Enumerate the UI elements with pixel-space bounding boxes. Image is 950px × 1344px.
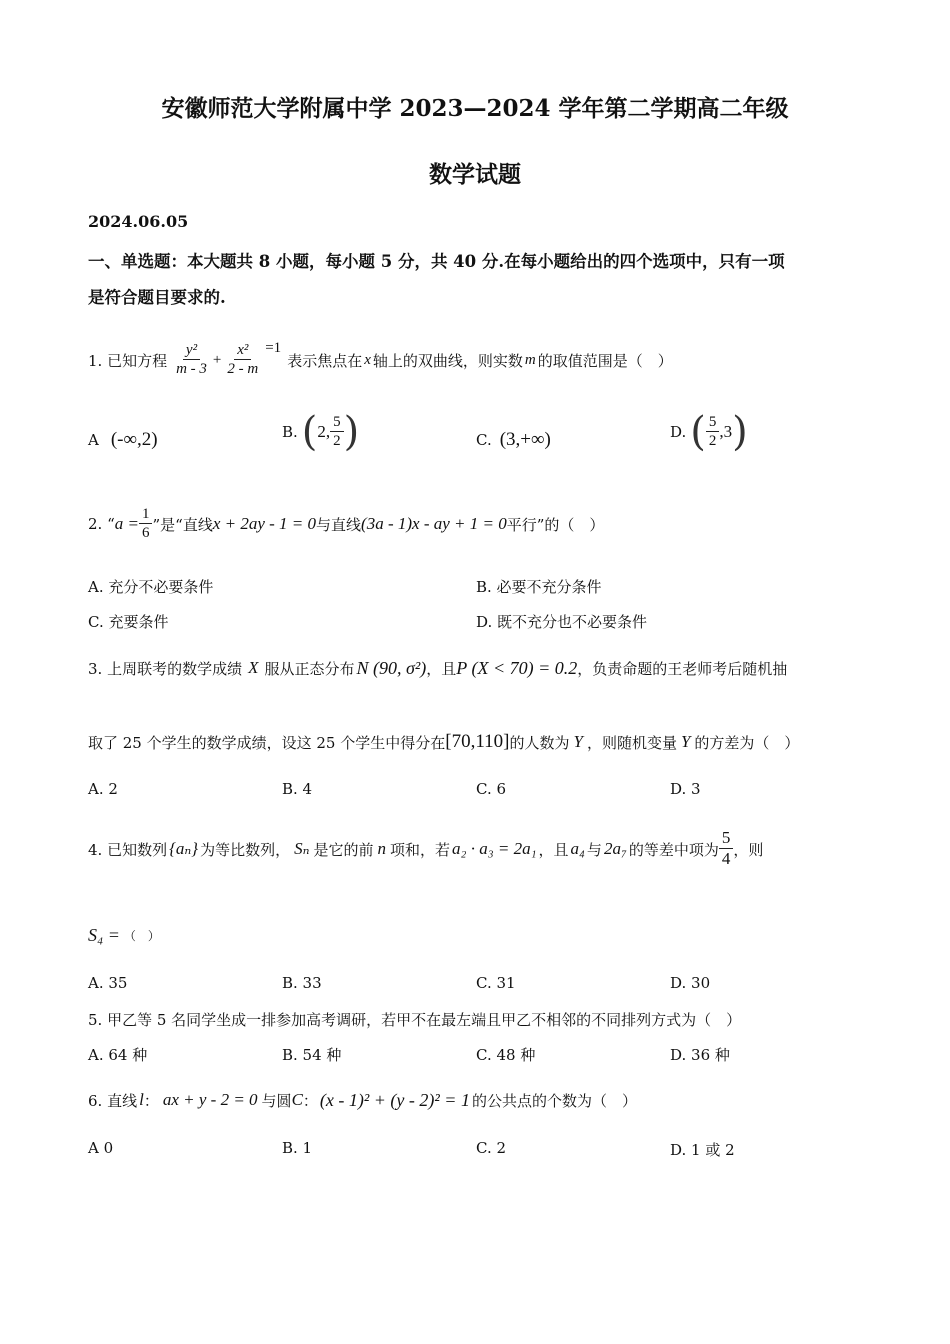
q6-option-c: C. 2 <box>476 1139 507 1157</box>
q3-option-b: B. 4 <box>282 780 313 798</box>
q2-frac-num: 1 <box>139 506 153 524</box>
q1-option-d-fraction <box>706 414 720 450</box>
exam-date: 2024.06.05 <box>88 212 189 231</box>
q1-mid: 表示焦点在 <box>287 351 363 370</box>
q1-fraction-2 <box>224 342 261 378</box>
section-heading-line2: 是符合题目要求的. <box>88 288 226 307</box>
q1-plus: + <box>212 351 222 368</box>
q6-option-a: A 0 <box>88 1139 114 1157</box>
q2-frac-den: 6 <box>141 524 150 541</box>
q3-line2-mid: 的人数为 <box>509 733 570 752</box>
section-heading-line1: 一、单选题：本大题共 8 小题，每小题 5 分，共 40 分.在每小题给出的四个选项中，只有一项 <box>88 252 785 271</box>
question-1 <box>88 330 673 390</box>
q1-option-a-value: (-∞,2) <box>110 429 158 450</box>
q1-option-d-lparen: ( <box>690 409 706 455</box>
q1-option-b <box>282 404 359 460</box>
q3-prob: P (X < 70) = 0.2 <box>456 657 578 678</box>
q5-option-a: A. 64 种 <box>88 1046 148 1064</box>
q4-seq: {aₙ} <box>169 839 199 858</box>
q2-mid2: 与直线 <box>316 515 362 534</box>
q4-option-c: C. 31 <box>476 974 516 992</box>
q4-suffix: ，则 <box>733 840 764 859</box>
q3-dist: N (90, σ²) <box>356 657 427 678</box>
q1-option-a-label: A <box>88 431 99 449</box>
q4-s4: S₄ = <box>88 924 120 945</box>
q1-option-d-label: D. <box>670 423 687 441</box>
q3-line1-prefix: 3. 上周联考的数学成绩 <box>88 659 243 678</box>
q3-line1-mid2: ，且 <box>426 659 457 678</box>
question-5: 5. 甲乙等 5 名同学坐成一排参加高考调研，若甲不在最左端且甲乙不相邻的不同排列方式为（ ） <box>88 1011 742 1029</box>
q3-var-y2: Y <box>680 732 691 751</box>
q4-mid2: 是它的前 <box>313 840 374 859</box>
q4-mid6: 的等差中项为 <box>628 840 719 859</box>
q4-sn: Sₙ <box>294 839 310 858</box>
q1-option-b-fraction <box>330 414 344 450</box>
q4-cond1: a₂ · a₃ = 2a₁ <box>452 839 537 858</box>
q5-option-c: C. 48 种 <box>476 1046 536 1064</box>
q4-mid5: 与 <box>586 840 602 859</box>
question-2 <box>88 496 604 552</box>
q4-fraction <box>719 829 734 869</box>
q2-option-b: B. 必要不充分条件 <box>476 578 602 596</box>
q6-mid: 与圆 <box>261 1091 292 1110</box>
question-4-line-1 <box>88 822 763 876</box>
q1-var-x: x <box>364 351 371 368</box>
q4-frac-num: 5 <box>719 829 734 849</box>
q5-option-d: D. 36 种 <box>670 1046 730 1064</box>
q3-line2-mid2: ，则随机变量 <box>586 733 677 752</box>
q4-n: n <box>377 839 387 858</box>
q1-option-d-den: 2 <box>708 432 717 449</box>
question-4-line-2 <box>88 920 160 950</box>
q6-option-d: D. 1 或 2 <box>670 1141 735 1159</box>
q1-option-b-lparen: ( <box>301 409 318 455</box>
q2-fraction <box>139 506 153 542</box>
q1-option-c-value: (3,+∞) <box>499 429 551 450</box>
q4-mid4: ，且 <box>538 840 569 859</box>
q4-frac-den: 4 <box>721 848 731 868</box>
q1-option-b-rparen: ) <box>343 409 360 455</box>
q3-line2-suffix: 的方差为（ ） <box>694 733 800 752</box>
q1-fraction-1 <box>173 342 210 378</box>
q1-den1: m - 3 <box>176 360 207 377</box>
q2-line2: (3a - 1)x - ay + 1 = 0 <box>361 514 507 533</box>
q1-option-d <box>670 404 748 460</box>
q4-a7: 2a₇ <box>603 839 627 858</box>
q4-mid1: 为等比数列， <box>200 840 291 859</box>
q1-option-d-num: 5 <box>706 414 720 432</box>
q2-option-d: D. 既不充分也不必要条件 <box>476 613 648 631</box>
q3-option-d: D. 3 <box>670 780 701 798</box>
exam-title: 安徽师范大学附属中学 2023—2024 学年第二学期高二年级 <box>161 95 789 122</box>
q3-option-c: C. 6 <box>476 780 507 798</box>
q3-var-y: Y <box>573 732 583 751</box>
q1-mid2: 轴上的双曲线，则实数 <box>372 351 523 370</box>
q4-paren: （ ） <box>123 928 160 943</box>
q1-suffix: 的取值范围是（ ） <box>537 351 673 370</box>
q6-option-b: B. 1 <box>282 1139 313 1157</box>
q1-option-d-rparen: ) <box>732 409 748 455</box>
q1-option-c-label: C. <box>476 431 492 449</box>
question-6 <box>88 1082 637 1118</box>
q3-var-x: X <box>248 658 259 677</box>
q1-num2: x² <box>234 342 251 360</box>
q1-option-d-right: ,3 <box>719 422 733 441</box>
q2-mid1: ”是“直线 <box>152 515 213 534</box>
q1-option-b-den: 2 <box>333 432 341 449</box>
q4-option-b: B. 33 <box>282 974 322 992</box>
q6-colon: ： <box>143 1091 159 1110</box>
q3-line2-prefix: 取了 25 个学生的数学成绩，设这 25 个学生中得分在 <box>88 733 446 752</box>
exam-subtitle: 数学试题 <box>429 161 521 188</box>
q6-prefix: 6. 直线 <box>88 1091 138 1110</box>
q6-colon2: ： <box>302 1091 318 1110</box>
q1-prefix: 1. 已知方程 <box>88 351 168 370</box>
q6-c: C <box>291 1090 303 1109</box>
q1-num1: y² <box>183 342 200 360</box>
q4-option-d: D. 30 <box>670 974 711 992</box>
q5-option-b: B. 54 种 <box>282 1046 342 1064</box>
q3-line1-suffix: ，负责命题的王老师考后随机抽 <box>577 659 788 678</box>
q1-option-b-num: 5 <box>330 414 344 432</box>
q1-option-b-left: 2, <box>317 422 331 441</box>
question-3-line-1 <box>88 650 787 686</box>
q4-option-a: A. 35 <box>88 974 128 992</box>
q2-option-c: C. 充要条件 <box>88 613 169 631</box>
q6-suffix: 的公共点的个数为（ ） <box>471 1091 637 1110</box>
q1-rhs: =1 <box>265 340 282 356</box>
q4-a4: a₄ <box>570 839 585 858</box>
q2-suffix: 平行”的（ ） <box>506 515 605 534</box>
q2-option-a: A. 充分不必要条件 <box>88 578 214 596</box>
q1-var-m: m <box>524 351 536 368</box>
question-3-line-2 <box>88 724 799 760</box>
q3-interval: [70,110] <box>445 731 510 752</box>
q2-prefix: 2. “ <box>88 515 115 533</box>
q3-option-a: A. 2 <box>88 780 118 798</box>
q2-a-eq: a = <box>114 514 139 533</box>
q6-line: ax + y - 2 = 0 <box>162 1090 258 1109</box>
q1-option-a <box>88 420 158 460</box>
q1-den2: 2 - m <box>227 360 259 377</box>
q3-line1-mid: 服从正态分布 <box>264 659 355 678</box>
q4-mid3: 项和，若 <box>390 840 451 859</box>
q4-prefix: 4. 已知数列 <box>88 840 168 859</box>
q1-option-b-label: B. <box>282 423 298 441</box>
q6-l: l <box>139 1090 144 1109</box>
q2-line1: x + 2ay - 1 = 0 <box>212 514 317 533</box>
q1-option-c <box>476 420 551 460</box>
q6-circle: (x - 1)² + (y - 2)² = 1 <box>319 1089 470 1110</box>
